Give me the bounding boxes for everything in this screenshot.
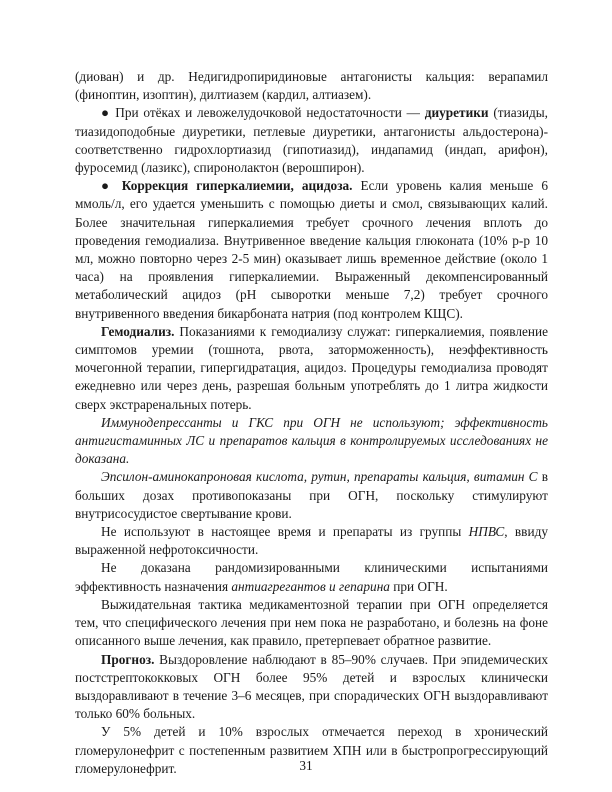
antiaggregants-italic-text: антиагрегантов и гепарина	[231, 578, 390, 594]
prognosis-heading: Прогноз.	[101, 651, 155, 667]
paragraph-aminocaproic-acid	[75, 468, 548, 523]
hyperkalemia-body-text: Если уровень калия меньше 6 ммоль/л, его удается уменьшить с помощью диеты и смол, связывающих калий. Более значительная гиперкалиемия требует срочного лечения вплоть до проведения гемодиализа. Внутривенное введение кальция глюконата (10% р-р 10 мл, можно повторно через 2-5 мин) оказывает лишь временное действие (около 1 часа) на проявления гиперкалиемии. Выраженный декомпенсированный метаболический ацидоз (pH сыворотки меньше 7,2) требует срочного внутривенного введения бикарбоната натрия (под контролем КЩС).	[75, 178, 548, 321]
diuretics-term: диуретики	[424, 105, 489, 121]
prognosis-body-text: Выздоровление наблюдают в 85–90% случаев. При эпидемических постстрептококковых ОГН более 95% детей и взрослых клинически выздоравливают в течение 3–6 месяцев, при спорадических ОГН выздоравливают только 60% больных.	[75, 651, 548, 722]
paragraph-prognosis	[75, 651, 548, 724]
nsaids-italic-text: НПВС	[468, 524, 505, 540]
hyperkalemia-heading: Коррекция гиперкалиемии, ацидоза.	[113, 178, 353, 194]
antiaggregants-body-text: при ОГН.	[389, 578, 448, 594]
paragraph-antagonists-continuation: (диован) и др. Недигидропиридиновые антагонисты кальция: верапамил (финоптин, изоптин), дилтиазем (кардил, алтиазем).	[75, 69, 548, 103]
paragraph-hyperkalemia-correction	[75, 177, 548, 323]
aminocaproic-body-text: в больших дозах противопоказаны при ОГН, поскольку стимулируют внутрисосудистое свертывание крови.	[75, 469, 548, 521]
page-number: 31	[299, 758, 313, 773]
hemodialysis-heading: Гемодиализ.	[101, 323, 175, 339]
paragraph-antiaggregants	[75, 559, 548, 595]
diuretics-lead-text: При отёках и левожелудочковой недостаточности —	[110, 105, 425, 121]
hemodialysis-body-text: Показаниями к гемодиализу служат: гиперкалиемия, появление симптомов уремии (тошнота, рвота, заторможенность), неэффективность мочегонной терапии, гипергидратация, ацидоз. Процедуры гемодиализа проводят ежедневно или через день, разрешая больным употреблять до 1 литра жидкости сверх экстраренальных потерь.	[75, 323, 548, 412]
paragraph-nsaids	[75, 523, 548, 559]
nsaids-body-text: , ввиду выраженной нефротоксичности.	[75, 524, 548, 558]
nsaids-lead-text: Не используют в настоящее время и препараты из группы	[101, 524, 469, 540]
paragraph-diuretics	[75, 104, 548, 177]
antiaggregants-lead-text: Не доказана рандомизированными клиническими испытаниями эффективность назначения	[75, 560, 548, 594]
paragraph-expectant-tactics: Выжидательная тактика медикаментозной терапии при ОГН определяется тем, что специфического лечения при нем пока не разработано, и болезнь на фоне описанного выше лечения, как правило, претерпевает обратное развитие.	[75, 596, 548, 649]
paragraph-hemodialysis	[75, 323, 548, 414]
paragraph-chronic-transition: У 5% детей и 10% взрослых отмечается переход в хронический гломерулонефрит с постепенным развитием ХПН или в быстропрогрессирующий гломерулонефрит.	[75, 724, 548, 776]
aminocaproic-italic-text: Эпсилон-аминокапроновая кислота, рутин, препараты кальция, витамин С	[101, 469, 538, 485]
document-page	[75, 68, 548, 778]
paragraph-immunosuppressants: Иммунодепрессанты и ГКС при ОГН не используют; эффективность антигистаминных ЛС и препаратов кальция в контролируемых исследованиях не доказана.	[75, 414, 548, 467]
bullet-icon: ●	[101, 178, 114, 194]
diuretics-body-text: (тиазиды, тиазидоподобные диуретики, петлевые диуретики, антагонисты альдостерона)- соответственно гидрохлортиазид (гипотиазид), индапамид (индап, арифон), фуросемид (лазикс), спиронолактон (верошпирон).	[75, 105, 548, 176]
bullet-icon: ●	[101, 105, 111, 121]
